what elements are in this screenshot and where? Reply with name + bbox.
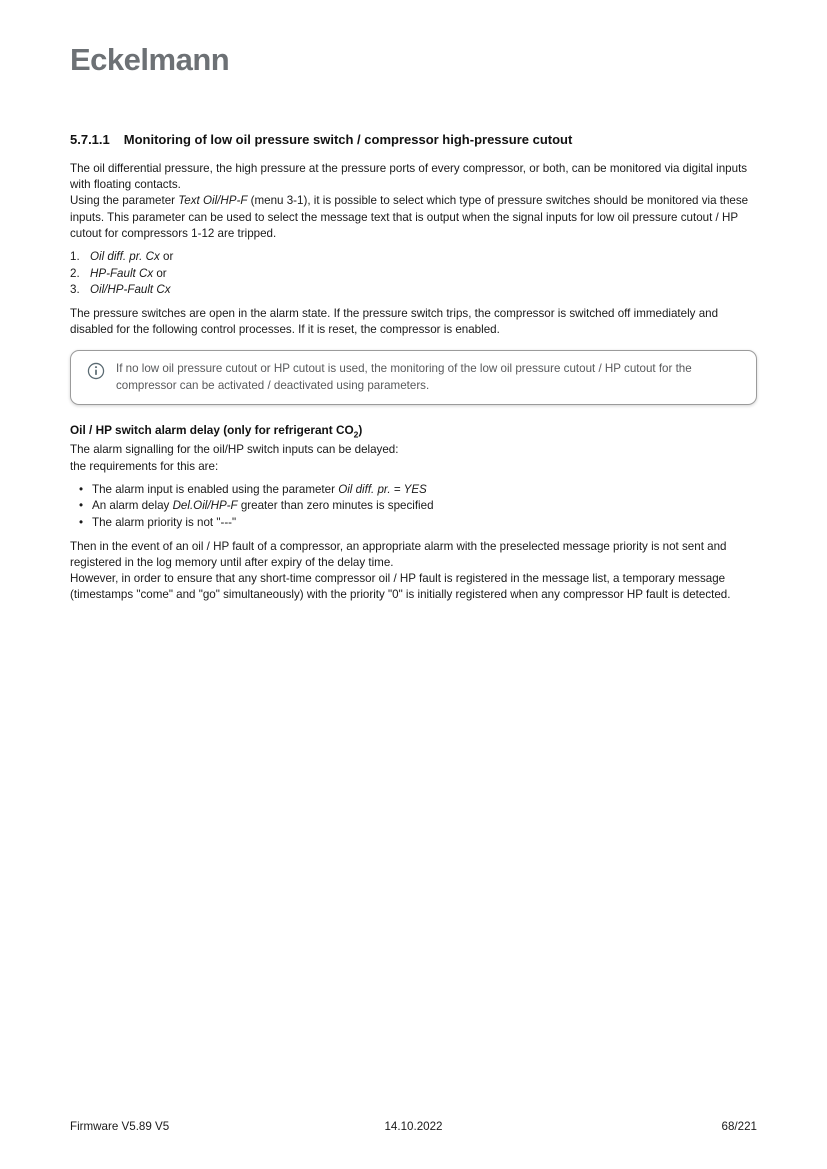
page-footer bbox=[70, 1120, 757, 1133]
alarm-delay-intro bbox=[70, 442, 757, 474]
message-text-options-list bbox=[70, 249, 757, 299]
info-icon bbox=[87, 362, 105, 385]
paragraph-line: the requirements for this are: bbox=[70, 459, 219, 473]
subsection-heading-text: Oil / HP switch alarm delay (only for refrigerant CO bbox=[70, 423, 354, 438]
paragraph-alarm-state: The pressure switches are open in the alarm state. If the pressure switch trips, the compressor is switched off immediately and disabled for the following control processes. If it is reset, the compressor is enabled. bbox=[70, 306, 719, 336]
spacer bbox=[70, 532, 757, 539]
list-number: 3. bbox=[70, 283, 80, 297]
section-heading bbox=[70, 132, 757, 147]
paragraph-delay-behaviour: Then in the event of an oil / HP fault of a compressor, an appropriate alarm with the preselected message priority is not sent and registered in the log memory until after expiry of the delay time. bbox=[70, 539, 727, 569]
info-note-box bbox=[70, 350, 757, 405]
footer-date: 14.10.2022 bbox=[384, 1120, 443, 1133]
bullet-text-post: greater than zero minutes is specified bbox=[237, 499, 434, 513]
bullet-item bbox=[70, 515, 757, 532]
param-oil-hp-fault-cx: Oil/HP-Fault Cx bbox=[90, 283, 171, 297]
spacer bbox=[70, 475, 757, 482]
bullet-text-pre: An alarm delay bbox=[92, 499, 173, 513]
param-hp-fault-cx: HP-Fault Cx bbox=[90, 266, 154, 280]
list-suffix: or bbox=[153, 266, 167, 280]
intro-paragraphs bbox=[70, 161, 757, 242]
param-del-oil-hp-f: Del.Oil/HP-F bbox=[172, 499, 238, 513]
bullet-text bbox=[92, 482, 427, 499]
subsection-heading-text: ) bbox=[358, 423, 363, 438]
closing-paragraphs bbox=[70, 539, 757, 604]
list-number: 1. bbox=[70, 250, 80, 264]
bullet-text-pre: The alarm input is enabled using the parameter bbox=[92, 482, 339, 496]
subscript-co2: 2 bbox=[353, 429, 359, 440]
bullet-text bbox=[92, 515, 236, 532]
list-item bbox=[70, 266, 757, 283]
spacer bbox=[70, 299, 757, 306]
paragraph-text: (menu 3-1), it is possible to select which type of pressure switches should be monitored via these inputs. This parameter can be used to select the message text that is output when the signal inputs for low oil pressure cutout / HP cutout for compressors 1-12 are tripped. bbox=[70, 194, 749, 240]
section-number: 5.7.1.1 bbox=[70, 132, 110, 147]
company-logo: Eckelmann bbox=[70, 42, 230, 77]
list-item bbox=[70, 249, 757, 266]
list-text bbox=[90, 282, 171, 299]
bullet-item bbox=[70, 498, 757, 515]
spacer bbox=[70, 338, 757, 350]
list-number: 2. bbox=[70, 266, 80, 280]
section-title: Monitoring of low oil pressure switch / compressor high-pressure cutout bbox=[123, 132, 573, 147]
info-note-text: If no low oil pressure cutout or HP cutout is used, the monitoring of the low oil pressure cutout / HP cutout for the compressor can be activated / deactivated using parameters. bbox=[116, 362, 692, 392]
spacer bbox=[70, 405, 757, 423]
page-content bbox=[70, 132, 757, 603]
list-text bbox=[90, 266, 167, 283]
footer-firmware-version: Firmware V5.89 V5 bbox=[70, 1120, 170, 1133]
bullet-item bbox=[70, 482, 757, 499]
bullet-marker: • bbox=[79, 482, 84, 496]
requirements-bullet-list bbox=[70, 482, 757, 532]
bullet-text bbox=[92, 498, 434, 515]
list-item bbox=[70, 282, 757, 299]
paragraph-parameter-selection bbox=[70, 193, 757, 242]
paragraph-text: Using the parameter bbox=[70, 194, 179, 208]
bullet-marker: • bbox=[79, 515, 84, 529]
param-text-oil-hp-f: Text Oil/HP-F bbox=[178, 194, 248, 208]
paragraph-line: The alarm signalling for the oil/HP switch inputs can be delayed: bbox=[70, 443, 399, 457]
footer-page-number: 68/221 bbox=[721, 1120, 757, 1133]
list-suffix: or bbox=[159, 250, 174, 264]
param-oil-diff-pr-yes: Oil diff. pr. = YES bbox=[338, 482, 427, 496]
bullet-text-pre: The alarm priority is not "---" bbox=[92, 515, 237, 529]
paragraph-oil-pressure: The oil differential pressure, the high pressure at the pressure ports of every compressor, or both, can be monitored via digital inputs with floating contacts. bbox=[70, 162, 748, 192]
subsection-heading-alarm-delay bbox=[70, 423, 757, 439]
paragraph-temporary-message: However, in order to ensure that any short-time compressor oil / HP fault is registered in the message list, a temporary message (timestamps "come" and "go" simultaneously) with the priority "0" is initially registered when any compressor HP fault is detected. bbox=[70, 571, 731, 602]
spacer bbox=[70, 242, 757, 249]
param-oil-diff-pr-cx: Oil diff. pr. Cx bbox=[90, 250, 160, 264]
bullet-marker: • bbox=[79, 499, 84, 513]
list-text bbox=[90, 249, 173, 266]
